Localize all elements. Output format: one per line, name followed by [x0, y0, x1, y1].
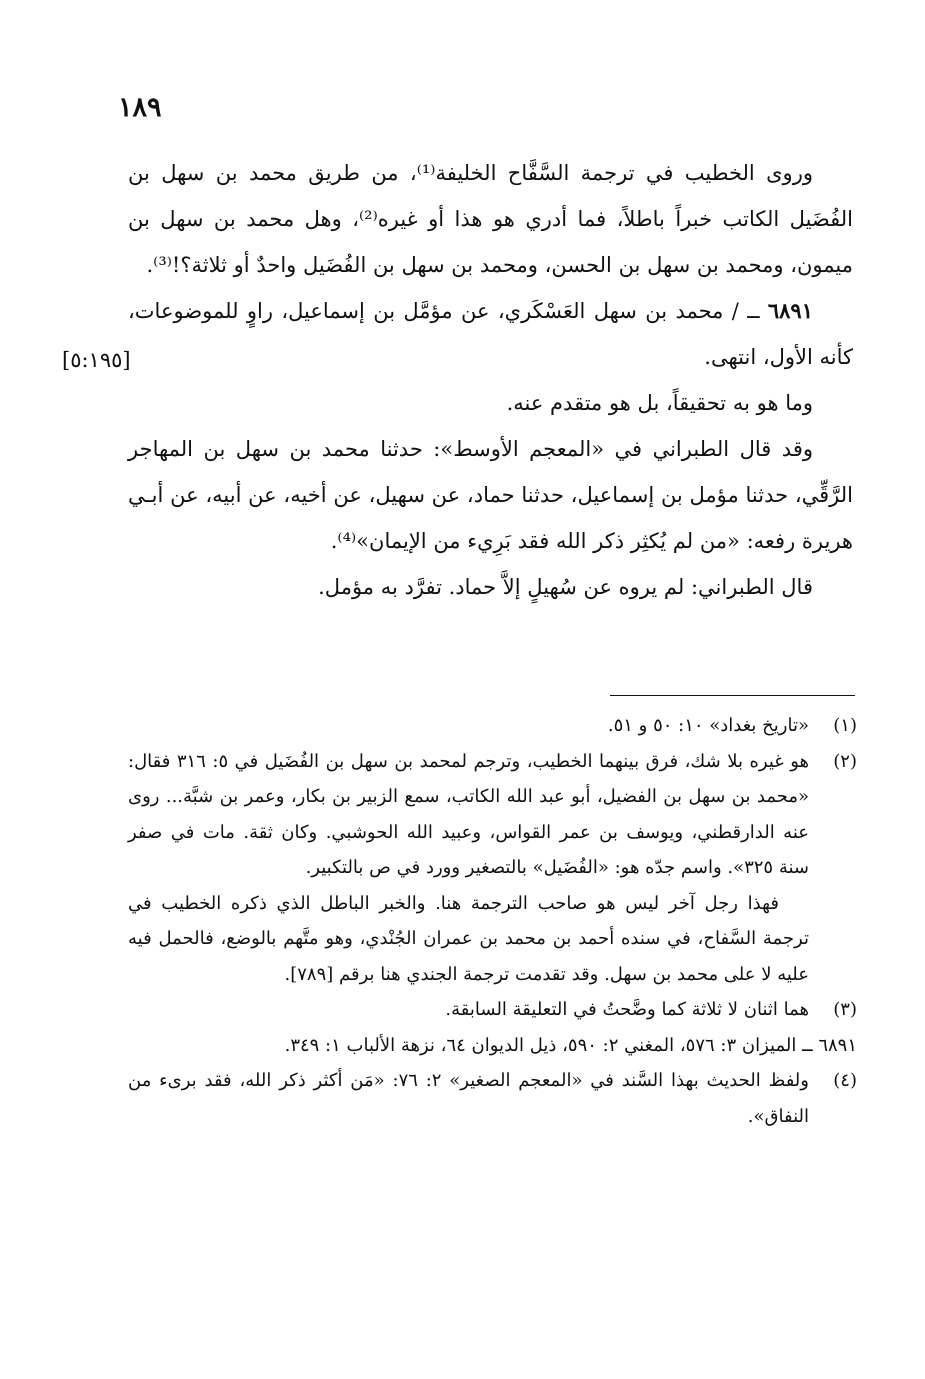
footnote-mark: (٣): [833, 999, 857, 1020]
entry-paragraph: [128, 288, 853, 380]
paragraph: وما هو به تحقيقاً، بل هو متقدم عنه.: [506, 391, 813, 415]
footnote-text: هما اثنان لا ثلاثة كما وضَّحتُ في التعليقة السابقة.: [445, 999, 809, 1020]
footnote-text: ولفظ الحديث بهذا السَّند في «المعجم الصغير» ٢: ٧٦: «مَن أكثر ذكر الله، فقد برىء من النفاق».: [128, 1070, 809, 1127]
footnote-continuation: فهذا رجل آخر ليس هو صاحب الترجمة هنا. والخبر الباطل الذي ذكره الخطيب في ترجمة السَّفاح، في سنده أحمد بن محمد بن عمران الجُنْدي، وهو متَّهم بالوضع، فالحمل فيه عليه لا على محمد بن سهل. وقد تقدمت ترجمة الجندي هنا برقم [٧٨٩].: [128, 892, 809, 985]
source-line: ٦٨٩١ ــ الميزان ٣: ٥٧٦، المغني ٢: ٥٩٠، ذيل الديوان ٦٤، نزهة الألباب ١: ٣٤٩.: [284, 1034, 857, 1056]
footnotes: [128, 708, 857, 1134]
paragraph: وروى الخطيب في ترجمة السَّفَّاح الخليفة⁽¹⁾، من طريق محمد بن سهل بن الفُضَيل الكاتب خبراً باطلاً، فما أدري هو هذا أو غيره⁽²⁾، وهل محمد بن سهل بن ميمون، ومحمد بن سهل بن الحسن، ومحمد بن سهل بن الفُضَيل واحدٌ أو ثلاثة؟!⁽³⁾.: [128, 161, 853, 277]
footnote: [128, 1063, 857, 1134]
entry-text: ــ / محمد بن سهل العَسْكَري، عن مؤمَّل بن إسماعيل، راوٍ للموضوعات، كأنه الأول، انتهى.: [128, 299, 853, 369]
footnote-mark: (١): [833, 715, 857, 736]
footnote-mark: (٤): [833, 1070, 857, 1091]
footnote-text: «تاريخ بغداد» ١٠: ٥٠ و ٥١.: [607, 715, 809, 736]
footnote-mark: (٢): [833, 750, 857, 772]
page-number: ١٨٩: [118, 92, 162, 123]
footnote: [128, 744, 857, 886]
entry-number: ٦٨٩١: [767, 298, 813, 323]
footnote: [128, 708, 857, 744]
footnote: [128, 992, 857, 1028]
paragraph: وقد قال الطبراني في «المعجم الأوسط»: حدثنا محمد بن سهل بن المهاجر الرَّقِّي، حدثنا مؤمل بن إسماعيل، حدثنا حماد، عن سهيل، عن أخيه، عن أبيه، عن أبـي هريرة رفعه: «من لم يُكثِر ذكر الله فقد بَرِيء من الإيمان»⁽⁴⁾.: [128, 437, 853, 553]
paragraph: قال الطبراني: لم يروه عن سُهيلٍ إلاَّ حماد. تفرَّد به مؤمل.: [318, 575, 813, 599]
footnote-text: هو غيره بلا شك، فرق بينهما الخطيب، وترجم لمحمد بن سهل بن الفُضَيل في ٥: ٣١٦ فقال: «محمد بن سهل بن الفضيل، أبو عبد الله الكاتب، سمع الزبير بن بكار، وعمر بن شبَّة... روى عنه الدارقطني، ويوسف بن عمر القواس، وعبيد الله الحوشبي. وكان ثقة. مات في صفر سنة ٣٢٥». واسم جدّه هو: «الفُضَيل» بالتصغير وورد في ص بالتكبير.: [128, 750, 809, 878]
main-text: [128, 150, 853, 610]
volume-page-reference: [٥:١٩٥]: [62, 348, 131, 372]
footnote-divider: [610, 695, 855, 696]
